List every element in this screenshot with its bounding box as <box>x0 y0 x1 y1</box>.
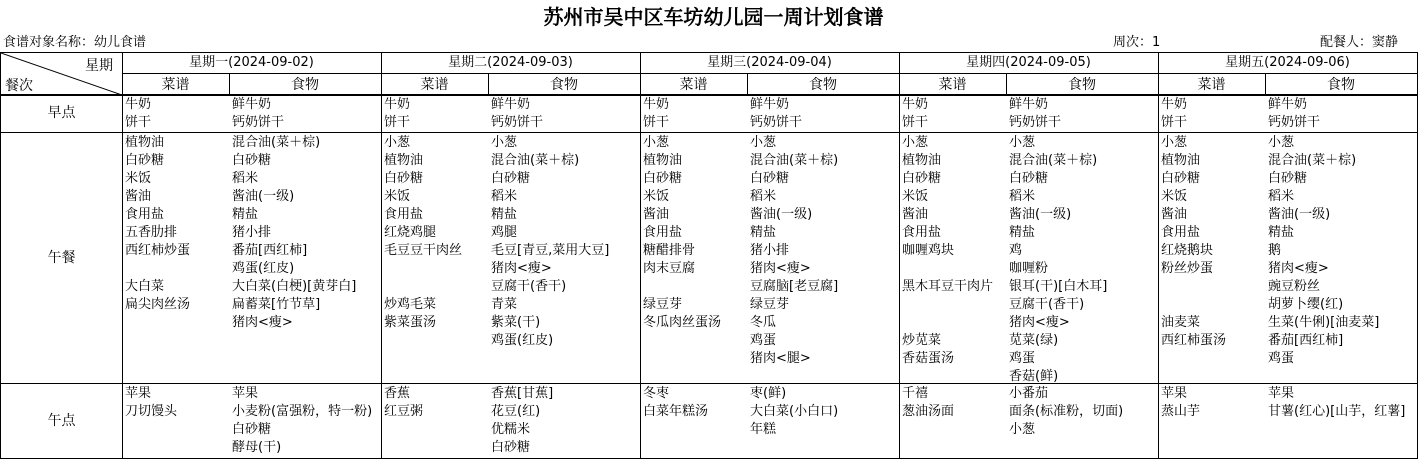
dish-item: 黑木耳豆干肉片 <box>902 279 994 294</box>
dish-item: 咖喱鸡块 <box>902 243 955 258</box>
dish-item: 冬瓜肉丝蛋汤 <box>643 315 722 330</box>
food-item: 鸡蛋(红皮) <box>491 333 554 348</box>
food-item: 钙奶饼干 <box>750 115 803 130</box>
food-item: 优糯米 <box>491 422 531 437</box>
dish-item: 米饭 <box>902 189 929 204</box>
food-item: 豆腐脑[老豆腐] <box>750 279 839 294</box>
dish-list-snack-mon <box>125 385 229 421</box>
dish-list-breakfast-mon <box>125 96 229 132</box>
food-item: 鹅 <box>1268 243 1282 258</box>
food-item: 精盐 <box>1009 225 1036 240</box>
dish-list-lunch-wed <box>643 134 747 332</box>
dish-item: 炒苋菜 <box>902 333 942 348</box>
dish-item: 白菜年糕汤 <box>643 404 709 419</box>
food-item: 小葱 <box>1009 135 1036 150</box>
dish-list-breakfast-wed <box>643 96 747 132</box>
food-header: 食物 <box>1068 77 1096 93</box>
cook-label: 配餐人： <box>1320 35 1373 50</box>
food-item: 钙奶饼干 <box>1009 115 1062 130</box>
corner-meal-label: 餐次 <box>5 78 33 94</box>
food-item: 鲜牛奶 <box>232 97 272 112</box>
dish-item <box>902 314 1006 332</box>
week-label: 周次： <box>1113 35 1153 50</box>
food-item: 混合油(菜＋棕) <box>1268 153 1357 168</box>
food-item: 鸡蛋 <box>1268 351 1295 366</box>
food-item: 苋菜(绿) <box>1009 333 1059 348</box>
grid-line <box>1 132 1417 133</box>
dish-item <box>643 278 747 296</box>
food-item: 白砂糖 <box>1009 171 1049 186</box>
food-item: 鸡蛋(红皮) <box>232 261 295 276</box>
dish-item: 植物油 <box>902 153 942 168</box>
food-list-lunch-mon <box>232 134 381 332</box>
food-item: 酵母(干) <box>232 440 282 455</box>
food-list-snack-tue <box>491 385 640 457</box>
dish-item: 红豆粥 <box>384 404 424 419</box>
food-item: 混合油(菜＋棕) <box>232 135 321 150</box>
dish-item: 绿豆芽 <box>643 297 683 312</box>
dish-list-lunch-thu <box>902 134 1006 368</box>
food-list-snack-thu <box>1009 385 1158 439</box>
dish-header: 菜谱 <box>679 77 708 93</box>
cook-value: 窦静 <box>1372 35 1399 50</box>
dish-item: 饼干 <box>1161 115 1188 130</box>
dish-list-lunch-mon <box>125 134 229 314</box>
food-item: 鸡 <box>1009 243 1023 258</box>
dish-item: 米饭 <box>125 171 152 186</box>
dish-item: 酱油 <box>902 207 929 222</box>
dish-item <box>1161 296 1265 314</box>
food-item: 苹果 <box>1268 386 1295 401</box>
food-item: 白砂糖 <box>1268 171 1308 186</box>
dish-header: 菜谱 <box>420 77 449 93</box>
grid-line <box>381 53 382 458</box>
grid-line <box>747 73 748 95</box>
dish-item: 五香肋排 <box>125 225 178 240</box>
food-item: 冬瓜 <box>750 315 777 330</box>
food-item: 青菜 <box>491 297 518 312</box>
dish-item: 饼干 <box>643 115 670 130</box>
food-item: 年糕 <box>750 422 777 437</box>
food-item: 豌豆粉丝 <box>1268 279 1321 294</box>
dish-item: 酱油 <box>643 207 670 222</box>
food-item: 面条(标准粉，切面) <box>1009 404 1124 419</box>
dish-item: 白砂糖 <box>1161 171 1201 186</box>
food-item: 猪小排 <box>750 243 790 258</box>
food-item: 香菇(鲜) <box>1009 369 1059 384</box>
dish-item: 牛奶 <box>384 97 411 112</box>
grid-line <box>640 53 641 458</box>
page-title: 苏州市吴中区车坊幼儿园一周计划食谱 <box>543 5 884 29</box>
grid-line <box>488 73 489 95</box>
food-item: 豆腐干(香干) <box>1009 297 1085 312</box>
food-item: 绿豆芽 <box>750 297 790 312</box>
food-item: 小葱 <box>1268 135 1295 150</box>
dish-item: 苹果 <box>1161 386 1188 401</box>
dish-header: 菜谱 <box>938 77 967 93</box>
grid-line <box>122 53 123 458</box>
cook-person <box>1320 34 1398 52</box>
food-item: 甘薯(红心)[山芋，红薯] <box>1268 404 1406 419</box>
recipe-object-label: 食谱对象名称： <box>3 35 95 50</box>
food-item: 白砂糖 <box>491 440 531 455</box>
food-item: 小葱 <box>750 135 777 150</box>
dish-item: 植物油 <box>125 135 165 150</box>
dish-item: 酱油 <box>125 189 152 204</box>
food-item: 鲜牛奶 <box>750 97 790 112</box>
dish-item: 米饭 <box>384 189 411 204</box>
food-item: 精盐 <box>1268 225 1295 240</box>
dish-item: 红烧鹅块 <box>1161 243 1214 258</box>
day-header-fri: 星期五(2024-09-06) <box>1225 55 1350 70</box>
food-item: 鲜牛奶 <box>1268 97 1308 112</box>
dish-item: 牛奶 <box>1161 97 1188 112</box>
food-item: 稻米 <box>1009 189 1036 204</box>
food-item: 紫菜(干) <box>491 315 541 330</box>
dish-item: 植物油 <box>384 153 424 168</box>
food-item: 混合油(菜＋棕) <box>1009 153 1098 168</box>
food-item: 银耳(干)[白木耳] <box>1009 279 1108 294</box>
dish-item: 蒸山芋 <box>1161 404 1201 419</box>
dish-item: 油麦菜 <box>1161 315 1201 330</box>
food-item: 稻米 <box>750 189 777 204</box>
dish-item: 白砂糖 <box>384 171 424 186</box>
food-item: 白砂糖 <box>491 171 531 186</box>
food-item: 小葱 <box>1009 422 1036 437</box>
dish-item: 白砂糖 <box>643 171 683 186</box>
food-item: 猪肉<瘦> <box>750 261 811 276</box>
food-item: 大白菜(白梗)[黄芽白] <box>232 279 357 294</box>
grid-line <box>899 53 900 458</box>
dish-item: 西红柿蛋汤 <box>1161 333 1227 348</box>
dish-item <box>125 260 229 278</box>
meal-name-snack: 午点 <box>47 413 76 429</box>
food-item: 猪肉<瘦> <box>1268 261 1329 276</box>
dish-list-lunch-tue <box>384 134 488 332</box>
dish-list-lunch-fri <box>1161 134 1265 350</box>
grid-line <box>1265 73 1266 95</box>
food-item: 鲜牛奶 <box>491 97 531 112</box>
dish-item: 炒鸡毛菜 <box>384 297 437 312</box>
dish-item: 食用盐 <box>1161 225 1201 240</box>
food-item: 稻米 <box>491 189 518 204</box>
dish-header: 菜谱 <box>161 77 190 93</box>
dish-item: 小葱 <box>384 135 411 150</box>
dish-item: 牛奶 <box>643 97 670 112</box>
food-item: 鸡蛋 <box>1009 351 1036 366</box>
dish-item: 米饭 <box>1161 189 1188 204</box>
dish-item: 植物油 <box>1161 153 1201 168</box>
dish-item <box>384 260 488 278</box>
grid-line <box>229 73 230 95</box>
dish-item: 扁尖肉丝汤 <box>125 297 191 312</box>
food-item: 猪肉<瘦> <box>1009 315 1070 330</box>
meal-name-breakfast: 早点 <box>47 105 76 121</box>
food-list-snack-wed <box>750 385 899 439</box>
food-item: 鸡蛋 <box>750 333 777 348</box>
dish-list-snack-thu <box>902 385 1006 421</box>
food-item: 苹果 <box>232 386 259 401</box>
dish-item: 香蕉 <box>384 386 411 401</box>
dish-item: 饼干 <box>384 115 411 130</box>
day-header-tue: 星期二(2024-09-03) <box>448 55 573 70</box>
food-item: 豆腐干(香干) <box>491 279 567 294</box>
dish-item: 食用盐 <box>643 225 683 240</box>
food-item: 生菜(牛俐)[油麦菜] <box>1268 315 1380 330</box>
dish-item: 香菇蛋汤 <box>902 351 955 366</box>
food-item: 鲜牛奶 <box>1009 97 1049 112</box>
dish-item: 粉丝炒蛋 <box>1161 261 1214 276</box>
food-item: 混合油(菜＋棕) <box>750 153 839 168</box>
food-item: 花豆(红) <box>491 404 541 419</box>
food-item: 酱油(一级) <box>1268 207 1331 222</box>
dish-item: 白砂糖 <box>902 171 942 186</box>
food-list-breakfast-wed <box>750 96 899 132</box>
food-item: 鸡腿 <box>491 225 518 240</box>
dish-item: 毛豆豆干肉丝 <box>384 243 463 258</box>
dish-list-breakfast-thu <box>902 96 1006 132</box>
food-item: 稻米 <box>1268 189 1295 204</box>
grid-line <box>1 383 1417 384</box>
food-list-snack-mon <box>232 385 381 457</box>
food-item: 猪肉<瘦> <box>232 315 293 330</box>
grid-line <box>1006 73 1007 95</box>
dish-item: 千禧 <box>902 386 929 401</box>
dish-item: 刀切馒头 <box>125 404 178 419</box>
dish-item: 饼干 <box>125 115 152 130</box>
dish-item: 食用盐 <box>902 225 942 240</box>
meal-name-lunch: 午餐 <box>47 250 76 266</box>
dish-item: 白砂糖 <box>125 153 165 168</box>
dish-list-breakfast-fri <box>1161 96 1265 132</box>
food-item: 大白菜(小白口) <box>750 404 839 419</box>
day-header-mon: 星期一(2024-09-02) <box>189 55 314 70</box>
recipe-object-value: 幼儿食谱 <box>94 35 147 50</box>
food-header: 食物 <box>1327 77 1355 93</box>
week-number <box>1113 34 1160 52</box>
dish-item: 紫菜蛋汤 <box>384 315 437 330</box>
food-list-breakfast-mon <box>232 96 381 132</box>
corner-weekday-label: 星期 <box>85 58 113 74</box>
dish-item: 红烧鸡腿 <box>384 225 437 240</box>
food-header: 食物 <box>291 77 319 93</box>
dish-item <box>384 278 488 296</box>
day-header-thu: 星期四(2024-09-05) <box>966 55 1091 70</box>
dish-item: 小葱 <box>902 135 929 150</box>
dish-list-snack-fri <box>1161 385 1265 421</box>
dish-item: 苹果 <box>125 386 152 401</box>
dish-item: 食用盐 <box>125 207 165 222</box>
dish-item: 酱油 <box>1161 207 1188 222</box>
food-item: 小麦粉(富强粉，特一粉) <box>232 404 373 419</box>
dish-item: 小葱 <box>643 135 670 150</box>
food-item: 猪肉<瘦> <box>491 261 552 276</box>
dish-item: 米饭 <box>643 189 670 204</box>
food-list-breakfast-tue <box>491 96 640 132</box>
food-list-lunch-thu <box>1009 134 1158 386</box>
food-item: 番茄[西红柿] <box>232 243 308 258</box>
recipe-object <box>3 34 146 52</box>
food-item: 钙奶饼干 <box>232 115 285 130</box>
food-item: 钙奶饼干 <box>1268 115 1321 130</box>
food-list-lunch-tue <box>491 134 640 350</box>
food-item: 小葱 <box>491 135 518 150</box>
dish-item <box>902 296 1006 314</box>
dish-item: 牛奶 <box>125 97 152 112</box>
food-item: 毛豆[青豆,菜用大豆] <box>491 243 610 258</box>
dish-item <box>902 260 1006 278</box>
food-list-breakfast-fri <box>1268 96 1417 132</box>
food-item: 香蕉[甘蕉] <box>491 386 554 401</box>
corner-diagonal <box>1 53 122 95</box>
food-list-lunch-fri <box>1268 134 1417 368</box>
food-item: 白砂糖 <box>232 422 272 437</box>
food-item: 酱油(一级) <box>1009 207 1072 222</box>
food-list-lunch-wed <box>750 134 899 368</box>
food-item: 精盐 <box>232 207 259 222</box>
food-header: 食物 <box>809 77 837 93</box>
dish-item: 植物油 <box>643 153 683 168</box>
dish-item: 大白菜 <box>125 279 165 294</box>
food-item: 胡萝卜缨(红) <box>1268 297 1344 312</box>
food-item: 稻米 <box>232 171 259 186</box>
dish-list-snack-tue <box>384 385 488 421</box>
food-item: 枣(鲜) <box>750 386 787 401</box>
dish-list-breakfast-tue <box>384 96 488 132</box>
dish-item: 肉末豆腐 <box>643 261 696 276</box>
food-item: 酱油(一级) <box>232 189 295 204</box>
dish-item: 糖醋排骨 <box>643 243 696 258</box>
dish-header: 菜谱 <box>1197 77 1226 93</box>
food-item: 猪肉<腿> <box>750 351 811 366</box>
dish-item: 牛奶 <box>902 97 929 112</box>
dish-list-snack-wed <box>643 385 747 421</box>
food-item: 白砂糖 <box>232 153 272 168</box>
dish-item: 西红柿炒蛋 <box>125 243 191 258</box>
food-item: 番茄[西红柿] <box>1268 333 1344 348</box>
dish-item: 冬枣 <box>643 386 670 401</box>
food-item: 扁蓄菜[竹节草] <box>232 297 321 312</box>
food-item: 白砂糖 <box>750 171 790 186</box>
dish-item: 食用盐 <box>384 207 424 222</box>
dish-item: 饼干 <box>902 115 929 130</box>
food-item: 小番茄 <box>1009 386 1049 401</box>
food-item: 混合油(菜＋棕) <box>491 153 580 168</box>
food-item: 酱油(一级) <box>750 207 813 222</box>
food-item: 咖喱粉 <box>1009 261 1049 276</box>
food-header: 食物 <box>550 77 578 93</box>
food-item: 精盐 <box>491 207 518 222</box>
grid-line <box>122 73 1417 74</box>
week-value: 1 <box>1152 35 1161 50</box>
food-item: 钙奶饼干 <box>491 115 544 130</box>
dish-item: 葱油汤面 <box>902 404 955 419</box>
food-item: 猪小排 <box>232 225 272 240</box>
weekly-menu-table <box>0 52 1418 459</box>
food-list-breakfast-thu <box>1009 96 1158 132</box>
dish-item: 小葱 <box>1161 135 1188 150</box>
food-item: 精盐 <box>750 225 777 240</box>
day-header-wed: 星期三(2024-09-04) <box>707 55 832 70</box>
food-list-snack-fri <box>1268 385 1417 421</box>
grid-line <box>1158 53 1159 458</box>
dish-item <box>1161 278 1265 296</box>
